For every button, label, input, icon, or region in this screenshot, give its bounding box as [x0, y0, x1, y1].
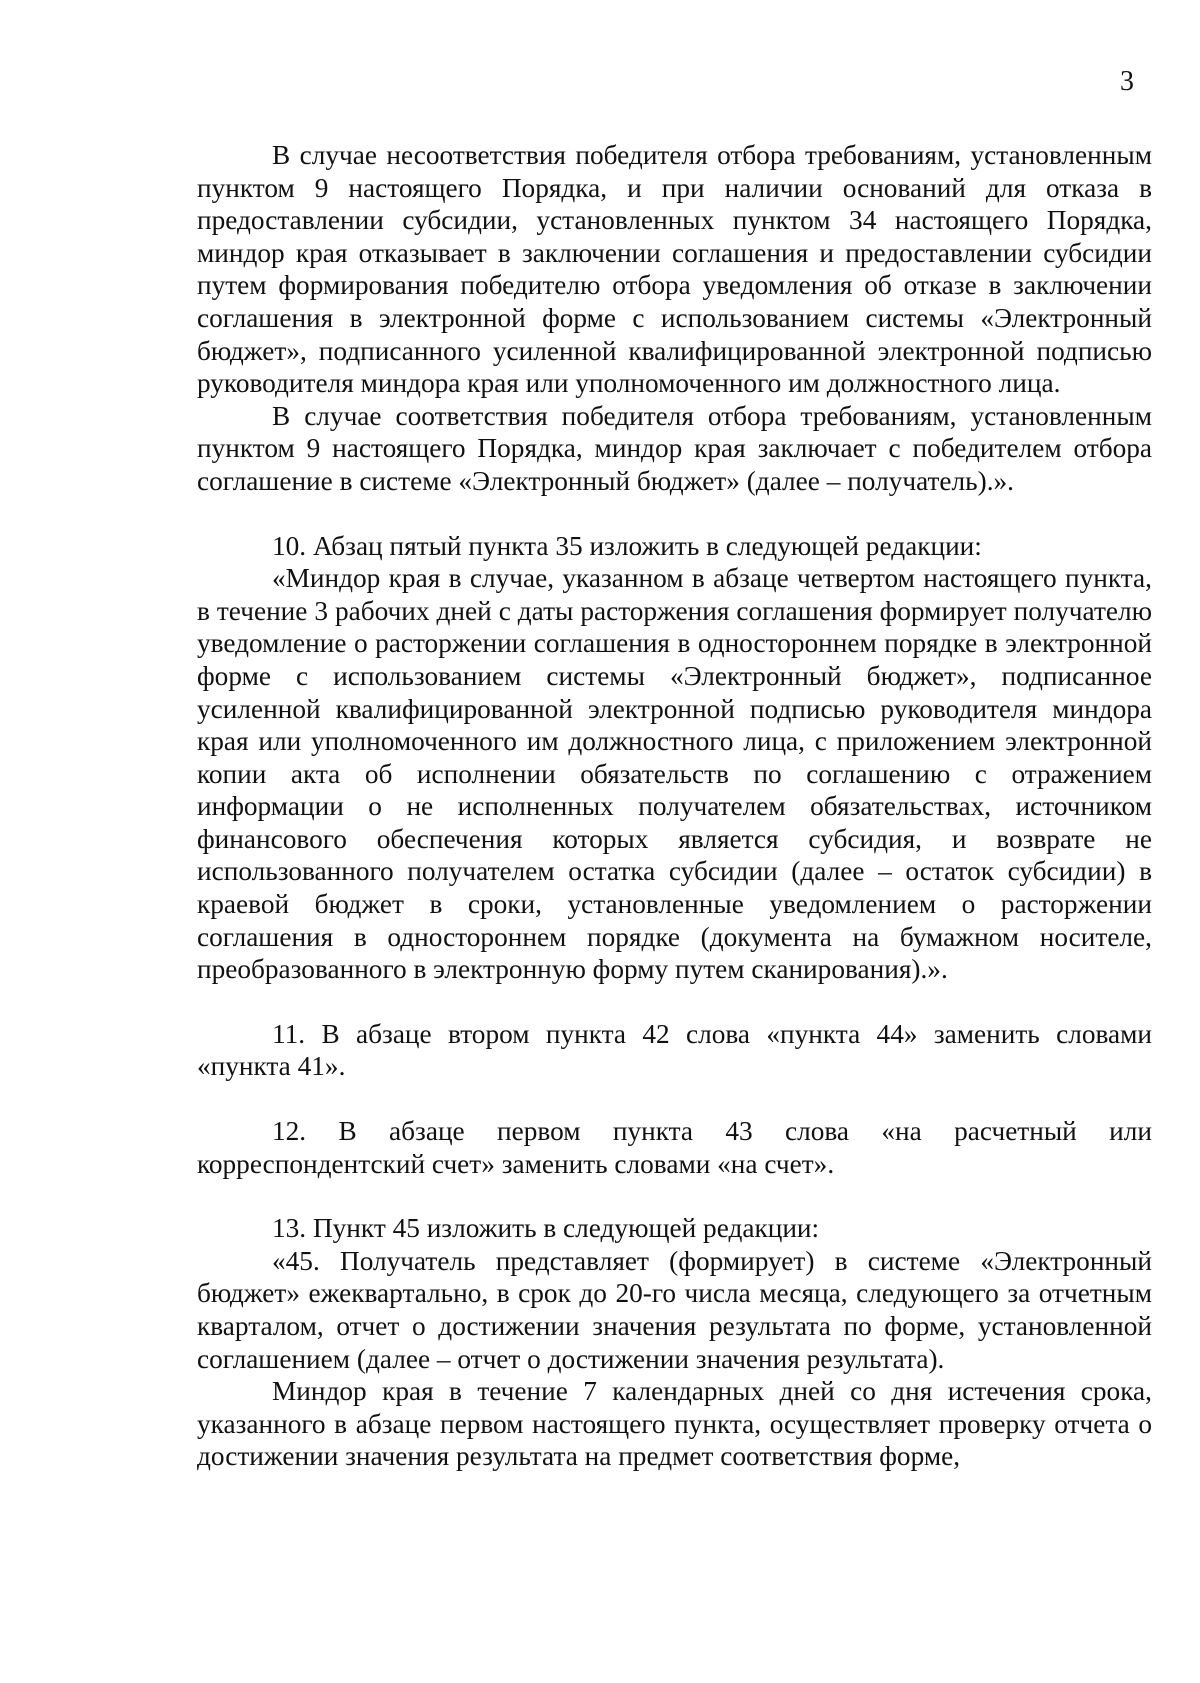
paragraph-item-11: 11. В абзаце втором пункта 42 слова «пункта 44» заменить словами «пункта 41».	[197, 1018, 1152, 1082]
paragraph-item-13: 13. Пункт 45 изложить в следующей редакции:	[272, 1213, 820, 1244]
paragraph-refusal-conditions: В случае несоответствия победителя отбора требованиям, установленным пунктом 9 настоящего Порядка, и при наличии оснований для отказа в предоставлении субсидии, установленных пунктом 34 настоящего Порядка, миндор края отказывает в заключении соглашения и предоставлении субсидии путем формирования победителю отбора уведомления об отказе в заключении соглашения в электронной форме с использованием системы «Электронный бюджет», подписанного усиленной квалифицированной электронной подписью руководителя миндора края или уполномоченного им должностного лица.	[197, 140, 1152, 399]
paragraph-item-12: 12. В абзаце первом пункта 43 слова «на расчетный или корреспондентский счет» заменить словами «на счет».	[197, 1116, 1152, 1179]
document-body	[197, 139, 1152, 1473]
paragraph-agreement-conclusion: В случае соответствия победителя отбора требованиям, установленным пунктом 9 настоящего Порядка, миндор края заключает с победителем отбора соглашение в системе «Электронный бюджет» (далее – получатель).».	[197, 400, 1152, 496]
paragraph-item-10: 10. Абзац пятый пункта 35 изложить в следующей редакции:	[272, 530, 982, 561]
page-number: 3	[1120, 66, 1134, 97]
paragraph-item-10-text: «Миндор края в случае, указанном в абзаце четвертом настоящего пункта, в течение 3 рабочих дней с даты расторжения соглашения формирует получателю уведомление о расторжении соглашения в одностороннем порядке в электронной форме с использованием системы «Электронный бюджет», подписанное усиленной квалифицированной электронной подписью руководителя миндора края или уполномоченного им должностного лица, с приложением электронной копии акта об исполнении обязательств по соглашению с отражением информации о не исполненных получателем обязательствах, источником финансового обеспечения которых является субсидия, и возврате не использованного получателем остатка субсидии (далее – остаток субсидии) в краевой бюджет в сроки, установленные уведомлением о расторжении соглашения в одностороннем порядке (документа на бумажном носителе, преобразованного в электронную форму путем сканирования).».	[197, 563, 1152, 985]
paragraph-verification: Миндор края в течение 7 календарных дней со дня истечения срока, указанного в абзаце первом настоящего пункта, осуществляет проверку отчета о достижении значения результата на предмет соответствия форме,	[197, 1376, 1152, 1472]
paragraph-item-45-text: «45. Получатель представляет (формирует) в системе «Электронный бюджет» ежеквартально, в срок до 20-го числа месяца, следующего за отчетным кварталом, отчет о достижении значения результата по форме, установленной соглашением (далее – отчет о достижении значения результата).	[197, 1245, 1152, 1374]
